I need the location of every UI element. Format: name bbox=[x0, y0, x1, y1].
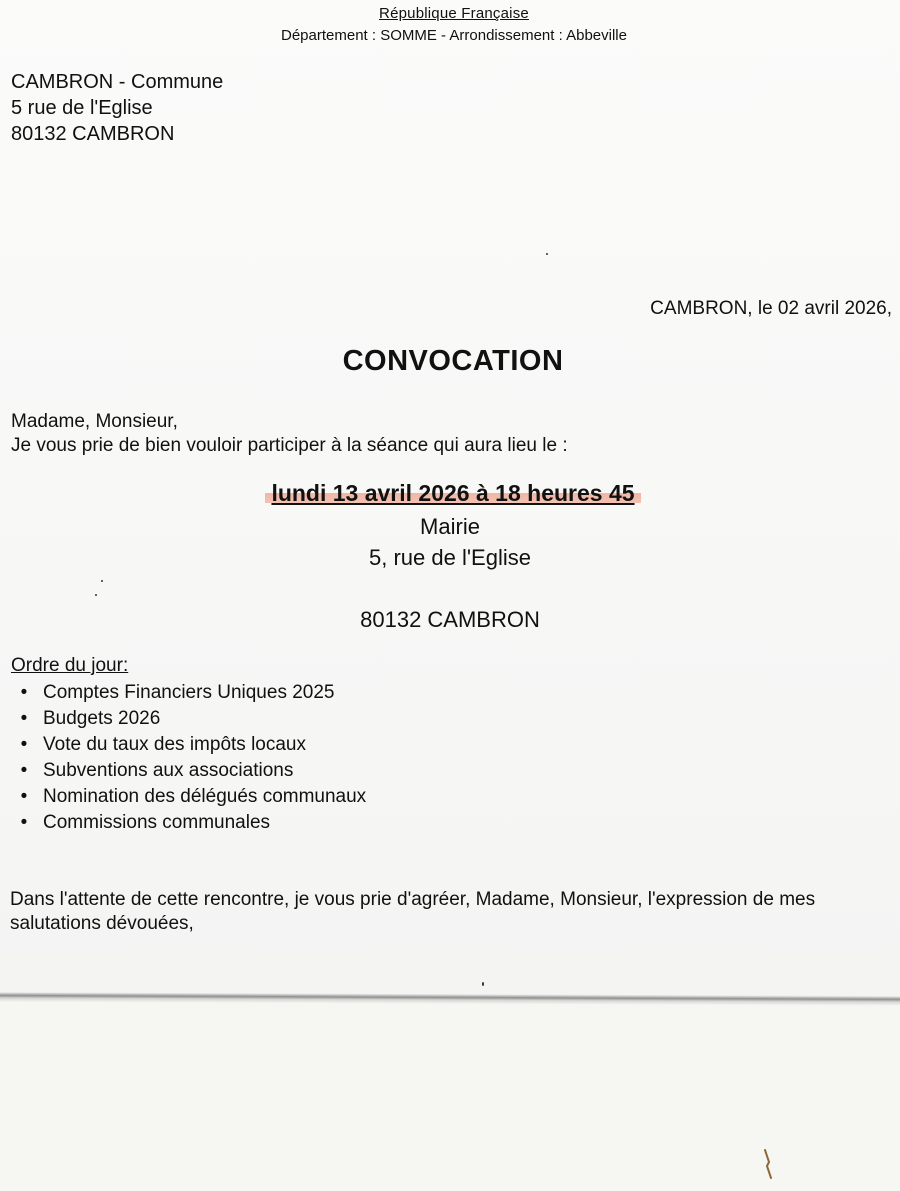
meeting-street: 5, rue de l'Eglise bbox=[369, 545, 531, 570]
staple-mark-icon bbox=[763, 1148, 773, 1180]
closing-text: Dans l'attente de cette rencontre, je vous prie d'agréer, Madame, Monsieur, l'expression de mes salutations dévouées, bbox=[10, 889, 816, 934]
intro-text: Je vous prie de bien vouloir participer à la séance qui aura lieu le : bbox=[11, 435, 568, 456]
bullet-icon: • bbox=[20, 734, 28, 755]
agenda-item: • Subventions aux associations bbox=[18, 758, 366, 784]
agenda-heading: Ordre du jour: bbox=[11, 655, 129, 676]
agenda-list bbox=[18, 680, 366, 836]
sender-city: 80132 CAMBRON bbox=[11, 123, 175, 145]
bullet-icon: • bbox=[20, 786, 28, 807]
meeting-venue: Mairie bbox=[420, 514, 480, 539]
place-date: CAMBRON, le 02 avril 2026, bbox=[650, 298, 892, 319]
bullet-icon: • bbox=[20, 708, 28, 729]
agenda-item: • Vote du taux des impôts locaux bbox=[18, 732, 366, 758]
bullet-icon: • bbox=[20, 682, 28, 703]
bullet-icon: • bbox=[20, 812, 28, 833]
scan-speck bbox=[546, 253, 548, 255]
meeting-date: lundi 13 avril 2026 à 18 heures 45 bbox=[265, 480, 640, 509]
scan-speck bbox=[482, 982, 484, 986]
sender-street: 5 rue de l'Eglise bbox=[11, 97, 153, 119]
agenda-item: • Budgets 2026 bbox=[18, 706, 366, 732]
sender-name: CAMBRON - Commune bbox=[11, 71, 224, 93]
agenda-item: • Nomination des délégués communaux bbox=[18, 784, 366, 810]
document-title: CONVOCATION bbox=[342, 345, 564, 377]
agenda-item: • Commissions communales bbox=[18, 810, 366, 836]
meeting-city: 80132 CAMBRON bbox=[360, 607, 540, 632]
greeting: Madame, Monsieur, bbox=[11, 411, 178, 432]
meeting-date-wrap bbox=[0, 480, 900, 509]
department-line: Département : SOMME - Arrondissement : Abbeville bbox=[281, 27, 627, 44]
republic-heading: République Française bbox=[379, 5, 529, 22]
scan-speck bbox=[101, 580, 103, 582]
scan-speck bbox=[95, 594, 97, 596]
bullet-icon: • bbox=[20, 760, 28, 781]
agenda-item: • Comptes Financiers Uniques 2025 bbox=[18, 680, 366, 706]
